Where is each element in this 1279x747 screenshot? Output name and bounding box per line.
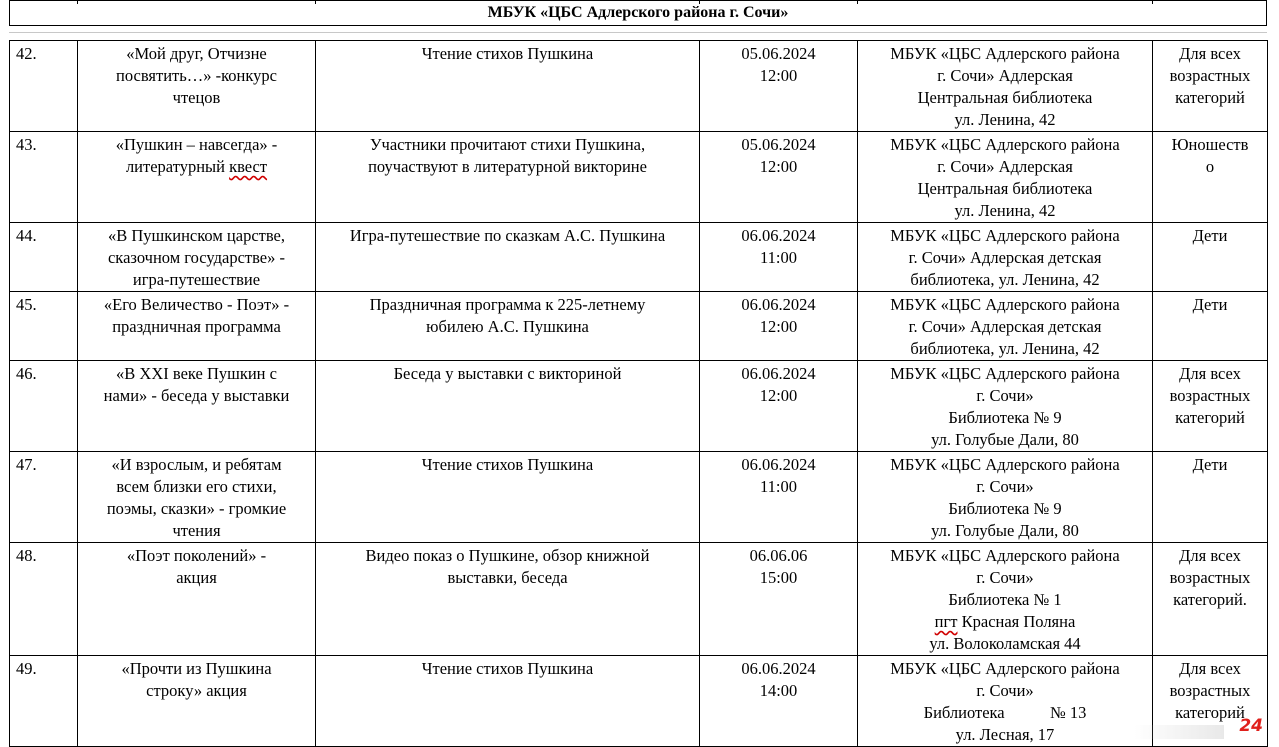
spellcheck-word: пгт: [934, 612, 958, 631]
event-audience-line: возрастных: [1169, 386, 1251, 405]
event-description: [316, 656, 700, 747]
event-audience: [1153, 361, 1268, 452]
event-audience-line: Юношеств: [1171, 135, 1249, 154]
event-place-line: библиотека, ул. Ленина, 42: [910, 339, 1100, 358]
event-audience: [1153, 543, 1268, 656]
event-time: 12:00: [759, 386, 798, 405]
event-datetime: [700, 543, 858, 656]
event-place-line: г. Сочи»: [976, 477, 1034, 496]
row-number: 44.: [10, 223, 78, 292]
table-row: [10, 656, 1268, 747]
event-name: [78, 292, 316, 361]
event-description: [316, 41, 700, 132]
event-name: [78, 132, 316, 223]
event-name-line: «Его Величество - Поэт» -: [103, 295, 290, 314]
event-place-line: МБУК «ЦБС Адлерского района: [890, 546, 1120, 565]
event-datetime: [700, 292, 858, 361]
event-audience-line: возрастных: [1169, 66, 1251, 85]
event-name: [78, 361, 316, 452]
event-audience: [1153, 132, 1268, 223]
event-description: [316, 452, 700, 543]
event-description-line: Чтение стихов Пушкина: [421, 659, 594, 678]
row-number: 48.: [10, 543, 78, 656]
event-description-line: Беседа у выставки с викториной: [393, 364, 622, 383]
event-description: [316, 543, 700, 656]
event-place-line: г. Сочи»: [976, 681, 1034, 700]
event-place-line: Библиотека № 9: [948, 499, 1062, 518]
event-audience-line: возрастных: [1169, 568, 1251, 587]
event-description: [316, 292, 700, 361]
event-place-line: МБУК «ЦБС Адлерского района: [890, 226, 1120, 245]
event-audience: [1153, 223, 1268, 292]
event-description-line: юбилею А.С. Пушкина: [426, 317, 589, 336]
event-audience-line: категорий: [1175, 88, 1245, 107]
event-date: 06.06.2024: [741, 295, 816, 314]
row-number: 47.: [10, 452, 78, 543]
row-number: 49.: [10, 656, 78, 747]
section-header-title: МБУК «ЦБС Адлерского района г. Сочи»: [10, 1, 1267, 26]
event-name-line: сказочном государстве» -: [107, 248, 285, 267]
event-time: 12:00: [759, 317, 798, 336]
event-datetime: [700, 361, 858, 452]
event-place: [858, 132, 1153, 223]
event-audience-line: категорий: [1175, 703, 1245, 722]
event-audience: [1153, 292, 1268, 361]
event-place-line: Библиотека № 13: [923, 703, 1087, 722]
event-place: [858, 41, 1153, 132]
event-place-line: Библиотека № 1: [948, 590, 1062, 609]
row-number: 46.: [10, 361, 78, 452]
table-row: [10, 223, 1268, 292]
event-date: 05.06.2024: [741, 135, 816, 154]
event-place-line: Центральная библиотека: [917, 179, 1093, 198]
event-place: [858, 452, 1153, 543]
event-place-line: МБУК «ЦБС Адлерского района: [890, 455, 1120, 474]
row-number: 43.: [10, 132, 78, 223]
event-time: 12:00: [759, 157, 798, 176]
event-description-line: поучаствуют в литературной викторине: [368, 157, 647, 176]
row-number: 42.: [10, 41, 78, 132]
event-place: [858, 223, 1153, 292]
event-datetime: [700, 223, 858, 292]
table-row: [10, 132, 1268, 223]
event-name: [78, 41, 316, 132]
watermark-fade: [1134, 725, 1224, 739]
event-audience-line: Дети: [1192, 226, 1228, 245]
event-place: [858, 543, 1153, 656]
event-name: [78, 223, 316, 292]
event-name-line: нами» - беседа у выставки: [103, 386, 290, 405]
table-row: [10, 361, 1268, 452]
event-time: 11:00: [760, 477, 797, 496]
event-description-line: Игра-путешествие по сказкам А.С. Пушкина: [349, 226, 666, 245]
page-divider: [9, 32, 1267, 33]
event-name-line: «В Пушкинском царстве,: [107, 226, 285, 245]
event-time: 14:00: [759, 681, 798, 700]
event-name-line: «Мой друг, Отчизне: [126, 44, 267, 63]
watermark-logo: 24: [1239, 716, 1263, 736]
event-date: 06.06.06: [749, 546, 808, 565]
event-place-line: МБУК «ЦБС Адлерского района: [890, 659, 1120, 678]
event-place-line: МБУК «ЦБС Адлерского района: [890, 135, 1120, 154]
event-name-line: «Пушкин – навсегда» -: [115, 135, 278, 154]
event-name-line: «Поэт поколений» -: [126, 546, 267, 565]
event-name-line: строку» акция: [146, 681, 247, 700]
event-time: 12:00: [759, 66, 798, 85]
event-place: [858, 292, 1153, 361]
event-description-line: Чтение стихов Пушкина: [421, 455, 594, 474]
event-date: 06.06.2024: [741, 659, 816, 678]
event-description: [316, 132, 700, 223]
event-place-line: г. Сочи» Адлерская: [937, 157, 1073, 176]
event-audience-line: Для всех: [1179, 659, 1241, 678]
event-audience-line: Дети: [1192, 295, 1228, 314]
event-place-line: Центральная библиотека: [917, 88, 1093, 107]
event-description: [316, 361, 700, 452]
event-audience-line: возрастных: [1169, 681, 1251, 700]
section-header-table: [9, 0, 1267, 26]
event-name-line: всем близки его стихи,: [116, 477, 277, 496]
event-place-line: ул. Лесная, 17: [955, 725, 1055, 744]
event-name-line: чтецов: [172, 88, 221, 107]
event-place-line: библиотека, ул. Ленина, 42: [910, 270, 1100, 289]
table-row: [10, 543, 1268, 656]
event-place-line: г. Сочи» Адлерская детская: [908, 248, 1102, 267]
event-name-line: праздничная программа: [112, 317, 281, 336]
event-name-line: «Прочти из Пушкина: [121, 659, 272, 678]
event-place-line: ул. Голубые Дали, 80: [931, 430, 1079, 449]
event-audience-line: о: [1205, 157, 1215, 176]
table-row: [10, 452, 1268, 543]
event-datetime: [700, 132, 858, 223]
event-description-line: Видео показ о Пушкине, обзор книжной: [365, 546, 650, 565]
event-audience-line: категорий: [1175, 408, 1245, 427]
event-place-line: МБУК «ЦБС Адлерского района: [890, 364, 1120, 383]
event-time: 11:00: [760, 248, 797, 267]
event-description-line: Участники прочитают стихи Пушкина,: [369, 135, 646, 154]
event-audience: [1153, 41, 1268, 132]
events-table-body: [10, 41, 1268, 747]
table-row: [10, 41, 1268, 132]
event-place-line: МБУК «ЦБС Адлерского района: [890, 44, 1120, 63]
event-name: [78, 656, 316, 747]
event-name-line: литературный: [125, 157, 230, 176]
event-date: 06.06.2024: [741, 226, 816, 245]
event-date: 06.06.2024: [741, 455, 816, 474]
event-name: [78, 452, 316, 543]
event-place-line: ул. Ленина, 42: [954, 110, 1056, 129]
event-name-line: игра-путешествие: [132, 270, 261, 289]
table-row: [10, 292, 1268, 361]
event-audience-line: Для всех: [1179, 546, 1241, 565]
event-time: 15:00: [759, 568, 798, 587]
event-date: 06.06.2024: [741, 364, 816, 383]
event-audience-line: Для всех: [1179, 44, 1241, 63]
event-name: [78, 543, 316, 656]
event-name-line: «И взрослым, и ребятам: [111, 455, 282, 474]
event-place-line: ул. Ленина, 42: [954, 201, 1056, 220]
event-datetime: [700, 452, 858, 543]
event-place-line: МБУК «ЦБС Адлерского района: [890, 295, 1120, 314]
event-description-line: Чтение стихов Пушкина: [421, 44, 594, 63]
event-place: [858, 656, 1153, 747]
spellcheck-word: квест: [229, 157, 268, 176]
event-place-line: г. Сочи» Адлерская: [937, 66, 1073, 85]
event-place-line: Библиотека № 9: [948, 408, 1062, 427]
event-name-line: «В XXI веке Пушкин с: [116, 364, 277, 383]
event-place-line: ул. Голубые Дали, 80: [931, 521, 1079, 540]
event-description-line: Праздничная программа к 225-летнему: [369, 295, 646, 314]
row-number: 45.: [10, 292, 78, 361]
event-name-line: посвятить…» -конкурс: [116, 66, 277, 85]
event-date: 05.06.2024: [741, 44, 816, 63]
event-audience-line: категорий.: [1173, 590, 1247, 609]
event-place: [858, 361, 1153, 452]
event-description-line: выставки, беседа: [447, 568, 568, 587]
event-audience: [1153, 452, 1268, 543]
event-datetime: [700, 656, 858, 747]
event-description: [316, 223, 700, 292]
event-audience-line: Дети: [1192, 455, 1228, 474]
events-table: [9, 40, 1268, 747]
event-place-line: г. Сочи» Адлерская детская: [908, 317, 1102, 336]
event-place-line: ул. Волоколамская 44: [929, 634, 1081, 653]
event-place-line: г. Сочи»: [976, 568, 1034, 587]
event-place-line: г. Сочи»: [976, 386, 1034, 405]
event-name-line: акция: [176, 568, 217, 587]
event-name-line: чтения: [172, 521, 221, 540]
event-audience-line: Для всех: [1179, 364, 1241, 383]
event-name-line: поэмы, сказки» - громкие: [106, 499, 287, 518]
event-datetime: [700, 41, 858, 132]
event-place-line: Красная Поляна: [957, 612, 1076, 631]
